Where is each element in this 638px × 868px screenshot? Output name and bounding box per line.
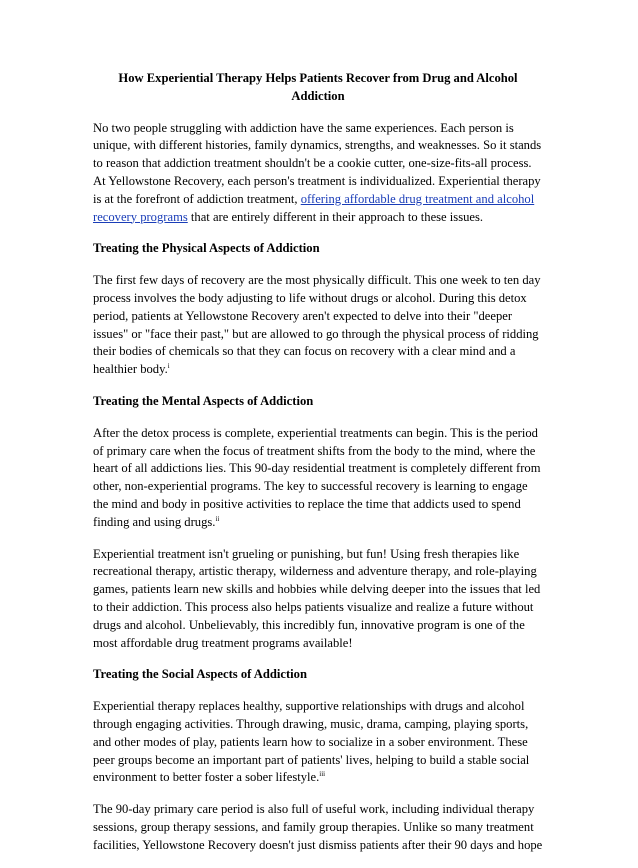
paragraph-physical-1 [93, 272, 543, 379]
section-heading-physical: Treating the Physical Aspects of Addiction [93, 241, 320, 256]
section-heading-social: Treating the Social Aspects of Addiction [93, 667, 307, 682]
paragraph-mental-2 [93, 546, 543, 653]
affordable-treatment-link[interactable]: offering affordable drug treatment and alcohol recovery programs [93, 191, 535, 224]
document-page [93, 70, 543, 868]
intro-paragraph [93, 120, 543, 227]
section-heading-mental: Treating the Mental Aspects of Addiction [93, 393, 314, 408]
paragraph-text: Experiential treatment isn't grueling or punishing, but fun! Using fresh therapies like recreational therapy, artistic therapy, wilderness and adventure therapy, and role-playing games, patients learn new skills and hobbies while delving deeper into the issues that led to their addiction. This process also helps patients visualize and realize a future without drugs and alcohol. Unbelievably, this incredibly fun, innovative program is one of the most affordable drug treatment programs available! [93, 546, 541, 650]
paragraph-social-1 [93, 698, 543, 787]
footnote-ref[interactable]: ii [215, 514, 220, 523]
paragraph-social-2 [93, 801, 543, 854]
document-title: How Experiential Therapy Helps Patients Recover from Drug and Alcohol Addiction [118, 71, 518, 103]
intro-text-start: No two people struggling with addiction have the same experiences. Each person is unique, with different histories, family dynamics, strengths, and weaknesses. So it stands to reason that addiction treatment shouldn't be a cookie cutter, one-size-fits-all process. At Yellowstone Recovery, each person's treatment is individualized. Experiential therapy is at the forefront of addiction treatment, [93, 120, 542, 206]
paragraph-text: After the detox process is complete, experiential treatments can begin. This is the period of primary care when the focus of treatment shifts from the body to the mind, where the heart of all addictions lies. This 90-day residential treatment is completely different from other, non-experiential programs. The key to successful recovery is learning to engage the mind and body in positive activities to replace the time that addicts used to spend finding and using drugs. [93, 425, 541, 529]
paragraph-text: The 90-day primary care period is also full of useful work, including individual therapy sessions, group therapy sessions, and family group therapies. Unlike so many treatment facilities, Yellowstone Recovery doesn't just dismiss patients after their 90 days and hope [93, 802, 543, 852]
footnote-ref[interactable]: iii [319, 770, 326, 779]
paragraph-text: Experiential therapy replaces healthy, supportive relationships with drugs and alcohol through engaging activities. Through drawing, music, drama, camping, playing sports, and other modes of play, patients learn how to socialize in a sober environment. These peer groups become an important part of patients' lives, helping to build a stable social environment to better foster a sober lifestyle. [93, 699, 530, 785]
footnote-ref[interactable]: i [167, 362, 170, 371]
paragraph-mental-1 [93, 425, 543, 532]
paragraph-text: The first few days of recovery are the most physically difficult. This one week to ten day process involves the body adjusting to life without drugs or alcohol. During this detox period, patients at Yellowstone Recovery aren't expected to delve into their "deeper issues" or "face their past," but are allowed to go through the physical process of ridding their bodies of chemicals so that they can focus on recovery with a clear mind and a healthier body. [93, 273, 541, 377]
intro-text-end: that are entirely different in their approach to these issues. [187, 209, 484, 224]
